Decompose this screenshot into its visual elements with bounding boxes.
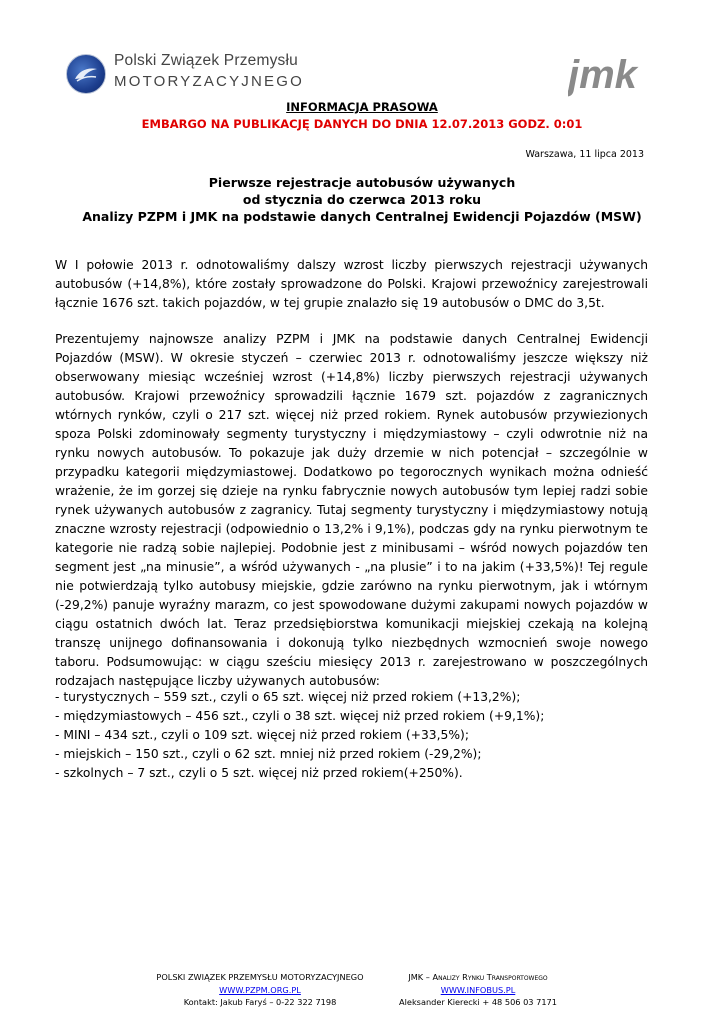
jmk-logo [568, 50, 652, 98]
release-date: Warszawa, 11 lipca 2013 [525, 149, 644, 160]
press-release-title: INFORMACJA PRASOWA [286, 100, 438, 114]
list-item: - międzymiastowych – 456 szt., czyli o 38 szt. więcej niż przed rokiem (+9,1%); [55, 709, 545, 723]
headline-line3: Analizy PZPM i JMK na podstawie danych Centralnej Ewidencji Pojazdów (MSW) [82, 209, 642, 224]
footer-jmk-link[interactable]: WWW.INFOBUS.PL [440, 984, 516, 995]
footer-jmk-contact: Aleksander Kierecki + 48 506 03 7171 [399, 997, 557, 1007]
headline-line1: Pierwsze rejestracje autobusów używanych [208, 175, 516, 190]
list-item: - miejskich – 150 szt., czyli o 62 szt. mniej niż przed rokiem (-29,2%); [55, 747, 482, 761]
embargo-notice: EMBARGO NA PUBLIKACJĘ DANYCH DO DNIA 12.07.2013 GODZ. 0:01 [141, 117, 583, 131]
footer-pzpm [145, 971, 375, 1009]
headline [0, 174, 724, 225]
footer-pzpm-link[interactable]: WWW.PZPM.ORG.PL [219, 984, 301, 995]
list-item: - MINI – 434 szt., czyli o 109 szt. więcej niż przed rokiem (+33,5%); [55, 728, 469, 742]
footer-pzpm-org: POLSKI ZWIĄZEK PRZEMYSŁU MOTORYZACYJNEGO [156, 972, 364, 982]
list-item: - turystycznych – 559 szt., czyli o 65 szt. więcej niż przed rokiem (+13,2%); [55, 690, 521, 704]
pzpm-logo-line1: Polski Związek Przemysłu [114, 52, 298, 69]
footer-jmk [388, 971, 568, 1009]
pzpm-logo-line2: MOTORYZACYJNEGO [114, 73, 304, 90]
registration-list [55, 688, 648, 783]
footer-jmk-org: JMK – Analizy Rynku Transportowego [408, 972, 548, 982]
paragraph-analysis: Prezentujemy najnowsze analizy PZPM i JMK na podstawie danych Centralnej Ewidencji Pojazdów (MSW). W okresie styczeń – czerwiec 2013 r. odnotowaliśmy jeszcze większy niż obserwowany miesiąc wcześniej wzrost (+14,8%) liczby pierwszych rejestracji używanych autobusów. Krajowi przewoźnicy sprowadzili łącznie 1679 szt. pojazdów z zagranicznych wtórnych rynków, czyli o 217 szt. więcej niż przed rokiem. Rynek autobusów przywiezionych spoza Polski zdominowały segmenty turystyczny i międzymiastowy – czyli odwrotnie niż na rynku nowych autobusów. To pokazuje jak duży drzemie w nich potencjał – szczególnie w przypadku kategorii międzymiastowej. Dodatkowo po tegorocznych wynikach można odnieść wrażenie, że im gorzej się dzieje na rynku fabrycznie nowych autobusów tym lepiej radzi sobie rynek używanych autobusów z zagranicy. Tutaj segmenty turystyczny i międzymiastowy notują znaczne wzrosty rejestracji (odpowiednio o 13,2% i 9,1%), podczas gdy na rynku pierwotnym te kategorie nie radzą sobie najlepiej. Podobnie jest z minibusami – wśród nowych pojazdów ten segment jest „na minusie”, a wśród używanych - „na plusie” i to na jakim (+33,5%)! Tej regule nie potwierdzają tylko autobusy miejskie, gdzie zarówno na rynku pierwotnym, jak i wtórnym (-29,2%) panuje wyraźny marazm, co jest spowodowane dużymi zakupami nowych pojazdów w ciągu ostatnich dwóch lat. Teraz przedsiębiorstwa komunikacji miejskiej czekają na kolejną transzę unijnego dofinansowania i dokonują tylko niezbędnych wzmocnień swoje nowego taboru. Podsumowując: w ciągu sześciu miesięcy 2013 r. zarejestrowano w poszczególnych rodzajach następujące liczby używanych autobusów: [55, 332, 648, 688]
jmk-logo-text: jmk [568, 53, 637, 97]
pzpm-logo [66, 48, 304, 102]
list-item: - szkolnych – 7 szt., czyli o 5 szt. więcej niż przed rokiem(+250%). [55, 766, 463, 780]
paragraph-intro: W I połowie 2013 r. odnotowaliśmy dalszy wzrost liczby pierwszych rejestracji używanych autobusów (+14,8%), które zostały sprowadzone do Polski. Krajowi przewoźnicy zarejestrowali łącznie 1676 szt. takich pojazdów, w tej grupie znalazło się 19 autobusów o DMC do 3,5t. [55, 258, 648, 310]
footer-pzpm-contact: Kontakt: Jakub Faryś – 0-22 322 7198 [183, 997, 337, 1007]
pzpm-emblem-icon [66, 54, 106, 94]
headline-line2: od stycznia do czerwca 2013 roku [242, 192, 482, 207]
